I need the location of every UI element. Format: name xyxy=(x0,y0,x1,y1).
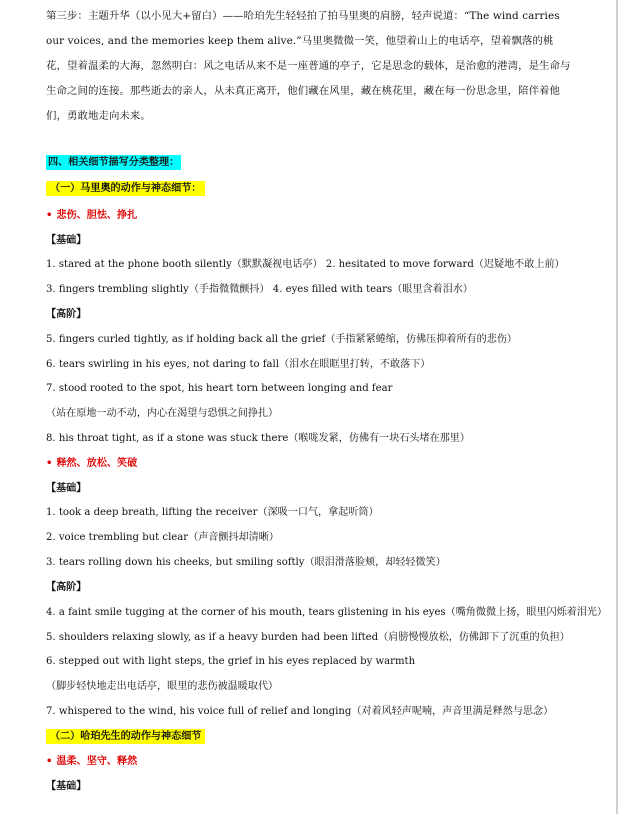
part-2-heading xyxy=(46,730,205,744)
level-label: 【高阶】 xyxy=(46,309,87,320)
group-title: 释然、放松、笑破 xyxy=(56,458,138,469)
list-item: 3. tears rolling down his cheeks, but smiling softly（眼泪滑落脸颊，却轻轻微笑） xyxy=(46,557,446,568)
list-item: 2. voice trembling but clear（声音颤抖却清晰） xyxy=(46,532,279,543)
level-label: 【高阶】 xyxy=(46,582,87,593)
level-label: 【基础】 xyxy=(46,483,87,494)
list-item: （脚步轻快地走出电话亭，眼里的悲伤被温暖取代） xyxy=(46,681,279,692)
list-item: 6. tears swirling in his eyes, not daring to fall（泪水在眼眶里打转，不敢落下） xyxy=(46,359,431,370)
bullet-icon: • xyxy=(46,458,53,469)
part-1-group-2-heading xyxy=(46,457,137,471)
level-label: 【基础】 xyxy=(46,781,87,792)
section-4-heading xyxy=(46,156,181,170)
list-item: 1. took a deep breath, lifting the receiver（深吸一口气，拿起听筒） xyxy=(46,507,379,518)
page-edge-divider xyxy=(616,0,618,814)
list-item: 5. shoulders relaxing slowly, as if a heavy burden had been lifted（肩膀慢慢放松，仿佛卸下了沉重的负担） xyxy=(46,632,570,643)
list-item: 4. a faint smile tugging at the corner of his mouth, tears glistening in his eyes（嘴角微微上扬，眼里闪烁着泪光） xyxy=(46,607,608,618)
list-item: 7. whispered to the wind, his voice full of relief and longing（对着风轻声呢喃，声音里满是释然与思念） xyxy=(46,706,554,717)
part-2-group-1-heading xyxy=(46,755,137,769)
group-title: 温柔、坚守、释然 xyxy=(56,756,138,767)
bullet-icon: • xyxy=(46,756,53,767)
intro-label: 第三步：主题升华（以小见大+留白） xyxy=(46,10,223,22)
section-4-title: 四、相关细节描写分类整理： xyxy=(48,157,180,168)
list-item: （站在原地一动不动，内心在渴望与恐惧之间挣扎） xyxy=(46,408,279,419)
intro-text: ——哈珀先生轻轻拍了拍马里奥的肩膀，轻声说道：“The wind carries our voices, and the memories keep them alive.”马里奥微微一笑，他望着山上的电话亭，望着飘落的桃花，望着温柔的大海，忽然明白：风之电话从来不是一座普通的亭子，它是思念的载体，是治愈的港湾，是生命与生命之间的连接。那些逝去的亲人，从未真正离开，他们藏在风里，藏在桃花里，藏在每一份思念里，陪伴着他们，勇敢地走向未来。 xyxy=(46,10,571,122)
list-item: 3. fingers trembling slightly（手指微微颤抖） 4. eyes filled with tears（眼里含着泪水） xyxy=(46,284,473,295)
part-1-group-1-heading xyxy=(46,209,137,223)
list-item: 5. fingers curled tightly, as if holding back all the grief（手指紧紧蜷缩，仿佛压抑着所有的悲伤） xyxy=(46,334,518,345)
bullet-icon: • xyxy=(46,210,53,221)
group-title: 悲伤、胆怯、挣扎 xyxy=(56,210,138,221)
list-item: 7. stood rooted to the spot, his heart torn between longing and fear xyxy=(46,383,393,394)
intro-paragraph xyxy=(46,4,574,129)
part-2-title: （二）哈珀先生的动作与神态细节 xyxy=(46,729,205,744)
list-item: 8. his throat tight, as if a stone was stuck there（喉咙发紧，仿佛有一块石头堵在那里） xyxy=(46,433,470,444)
part-1-title: （一）马里奥的动作与神态细节： xyxy=(46,181,205,196)
list-item: 1. stared at the phone booth silently（默默凝视电话亭） 2. hesitated to move forward（迟疑地不敢上前） xyxy=(46,259,565,270)
part-1-heading xyxy=(46,182,205,196)
level-label: 【基础】 xyxy=(46,235,87,246)
list-item: 6. stepped out with light steps, the grief in his eyes replaced by warmth xyxy=(46,656,416,667)
